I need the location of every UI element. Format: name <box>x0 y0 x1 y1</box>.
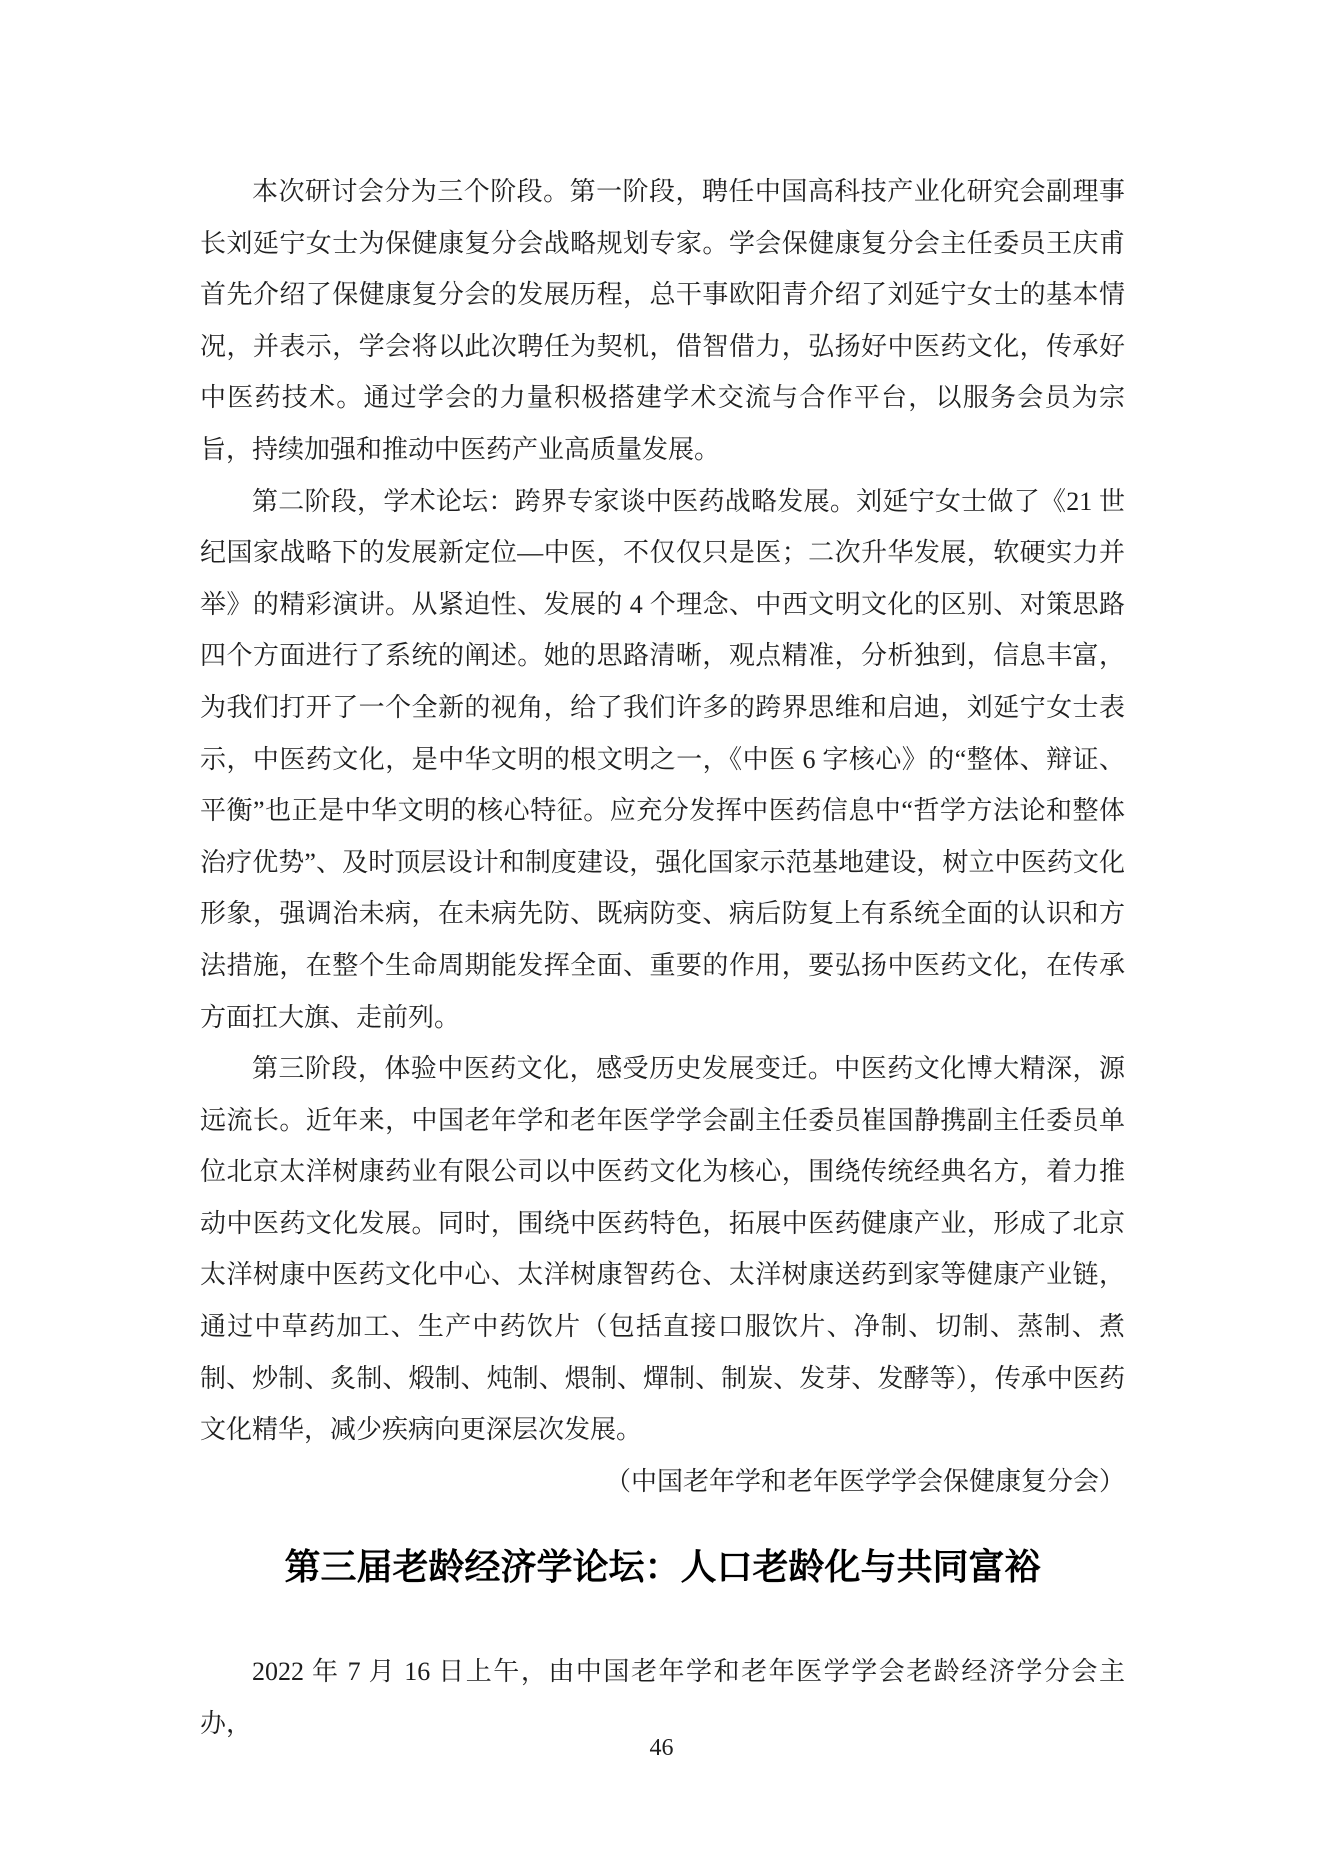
next-section-opening-paragraph: 2022 年 7 月 16 日上午，由中国老年学和老年医学学会老龄经济学分会主办， <box>200 1657 1125 1739</box>
page-body-text <box>200 166 1125 1750</box>
paragraph-stage-one: 本次研讨会分为三个阶段。第一阶段，聘任中国高科技产业化研究会副理事长刘延宁女士为保健康复分会战略规划专家。学会保健康复分会主任委员王庆甫首先介绍了保健康复分会的发展历程，总干事欧阳青介绍了刘延宁女士的基本情况，并表示，学会将以此次聘任为契机，借智借力，弘扬好中医药文化，传承好中医药技术。通过学会的力量积极搭建学术交流与合作平台，以服务会员为宗旨，持续加强和推动中医药产业高质量发展。 <box>200 177 1125 464</box>
page-number: 46 <box>649 1735 674 1761</box>
section-heading: 第三届老龄经济学论坛：人口老龄化与共同富裕 <box>284 1546 1041 1588</box>
paragraph-stage-three: 第三阶段，体验中医药文化，感受历史发展变迁。中医药文化博大精深，源远流长。近年来，中国老年学和老年医学学会副主任委员崔国静携副主任委员单位北京太洋树康药业有限公司以中医药文化为核心，围绕传统经典名方，着力推动中医药文化发展。同时，围绕中医药特色，拓展中医药健康产业，形成了北京太洋树康中医药文化中心、太洋树康智药仓、太洋树康送药到家等健康产业链，通过中草药加工、生产中药饮片（包括直接口服饮片、净制、切制、蒸制、煮制、炒制、炙制、煅制、炖制、煨制、燀制、制炭、发芽、发酵等），传承中医药文化精华，减少疾病向更深层次发展。 <box>200 1054 1125 1445</box>
attribution-line: （中国老年学和老年医学学会保健康复分会） <box>604 1466 1125 1496</box>
paragraph-stage-two: 第二阶段，学术论坛：跨界专家谈中医药战略发展。刘延宁女士做了《21 世纪国家战略下的发展新定位—中医，不仅仅只是医；二次升华发展，软硬实力并举》的精彩演讲。从紧迫性、发展的 4 个理念、中西文明文化的区别、对策思路四个方面进行了系统的阐述。她的思路清晰，观点精准，分析独到，信息丰富，为我们打开了一个全新的视角，给了我们许多的跨界思维和启迪，刘延宁女士表示，中医药文化，是中华文明的根文明之一，《中医 6 字核心》的“整体、辩证、平衡”也正是中华文明的核心特征。应充分发挥中医药信息中“哲学方法论和整体治疗优势”、及时顶层设计和制度建设，强化国家示范基地建设，树立中医药文化形象，强调治未病，在未病先防、既病防变、病后防复上有系统全面的认识和方法措施，在整个生命周期能发挥全面、重要的作用，要弘扬中医药文化，在传承方面扛大旗、走前列。 <box>200 486 1125 1032</box>
